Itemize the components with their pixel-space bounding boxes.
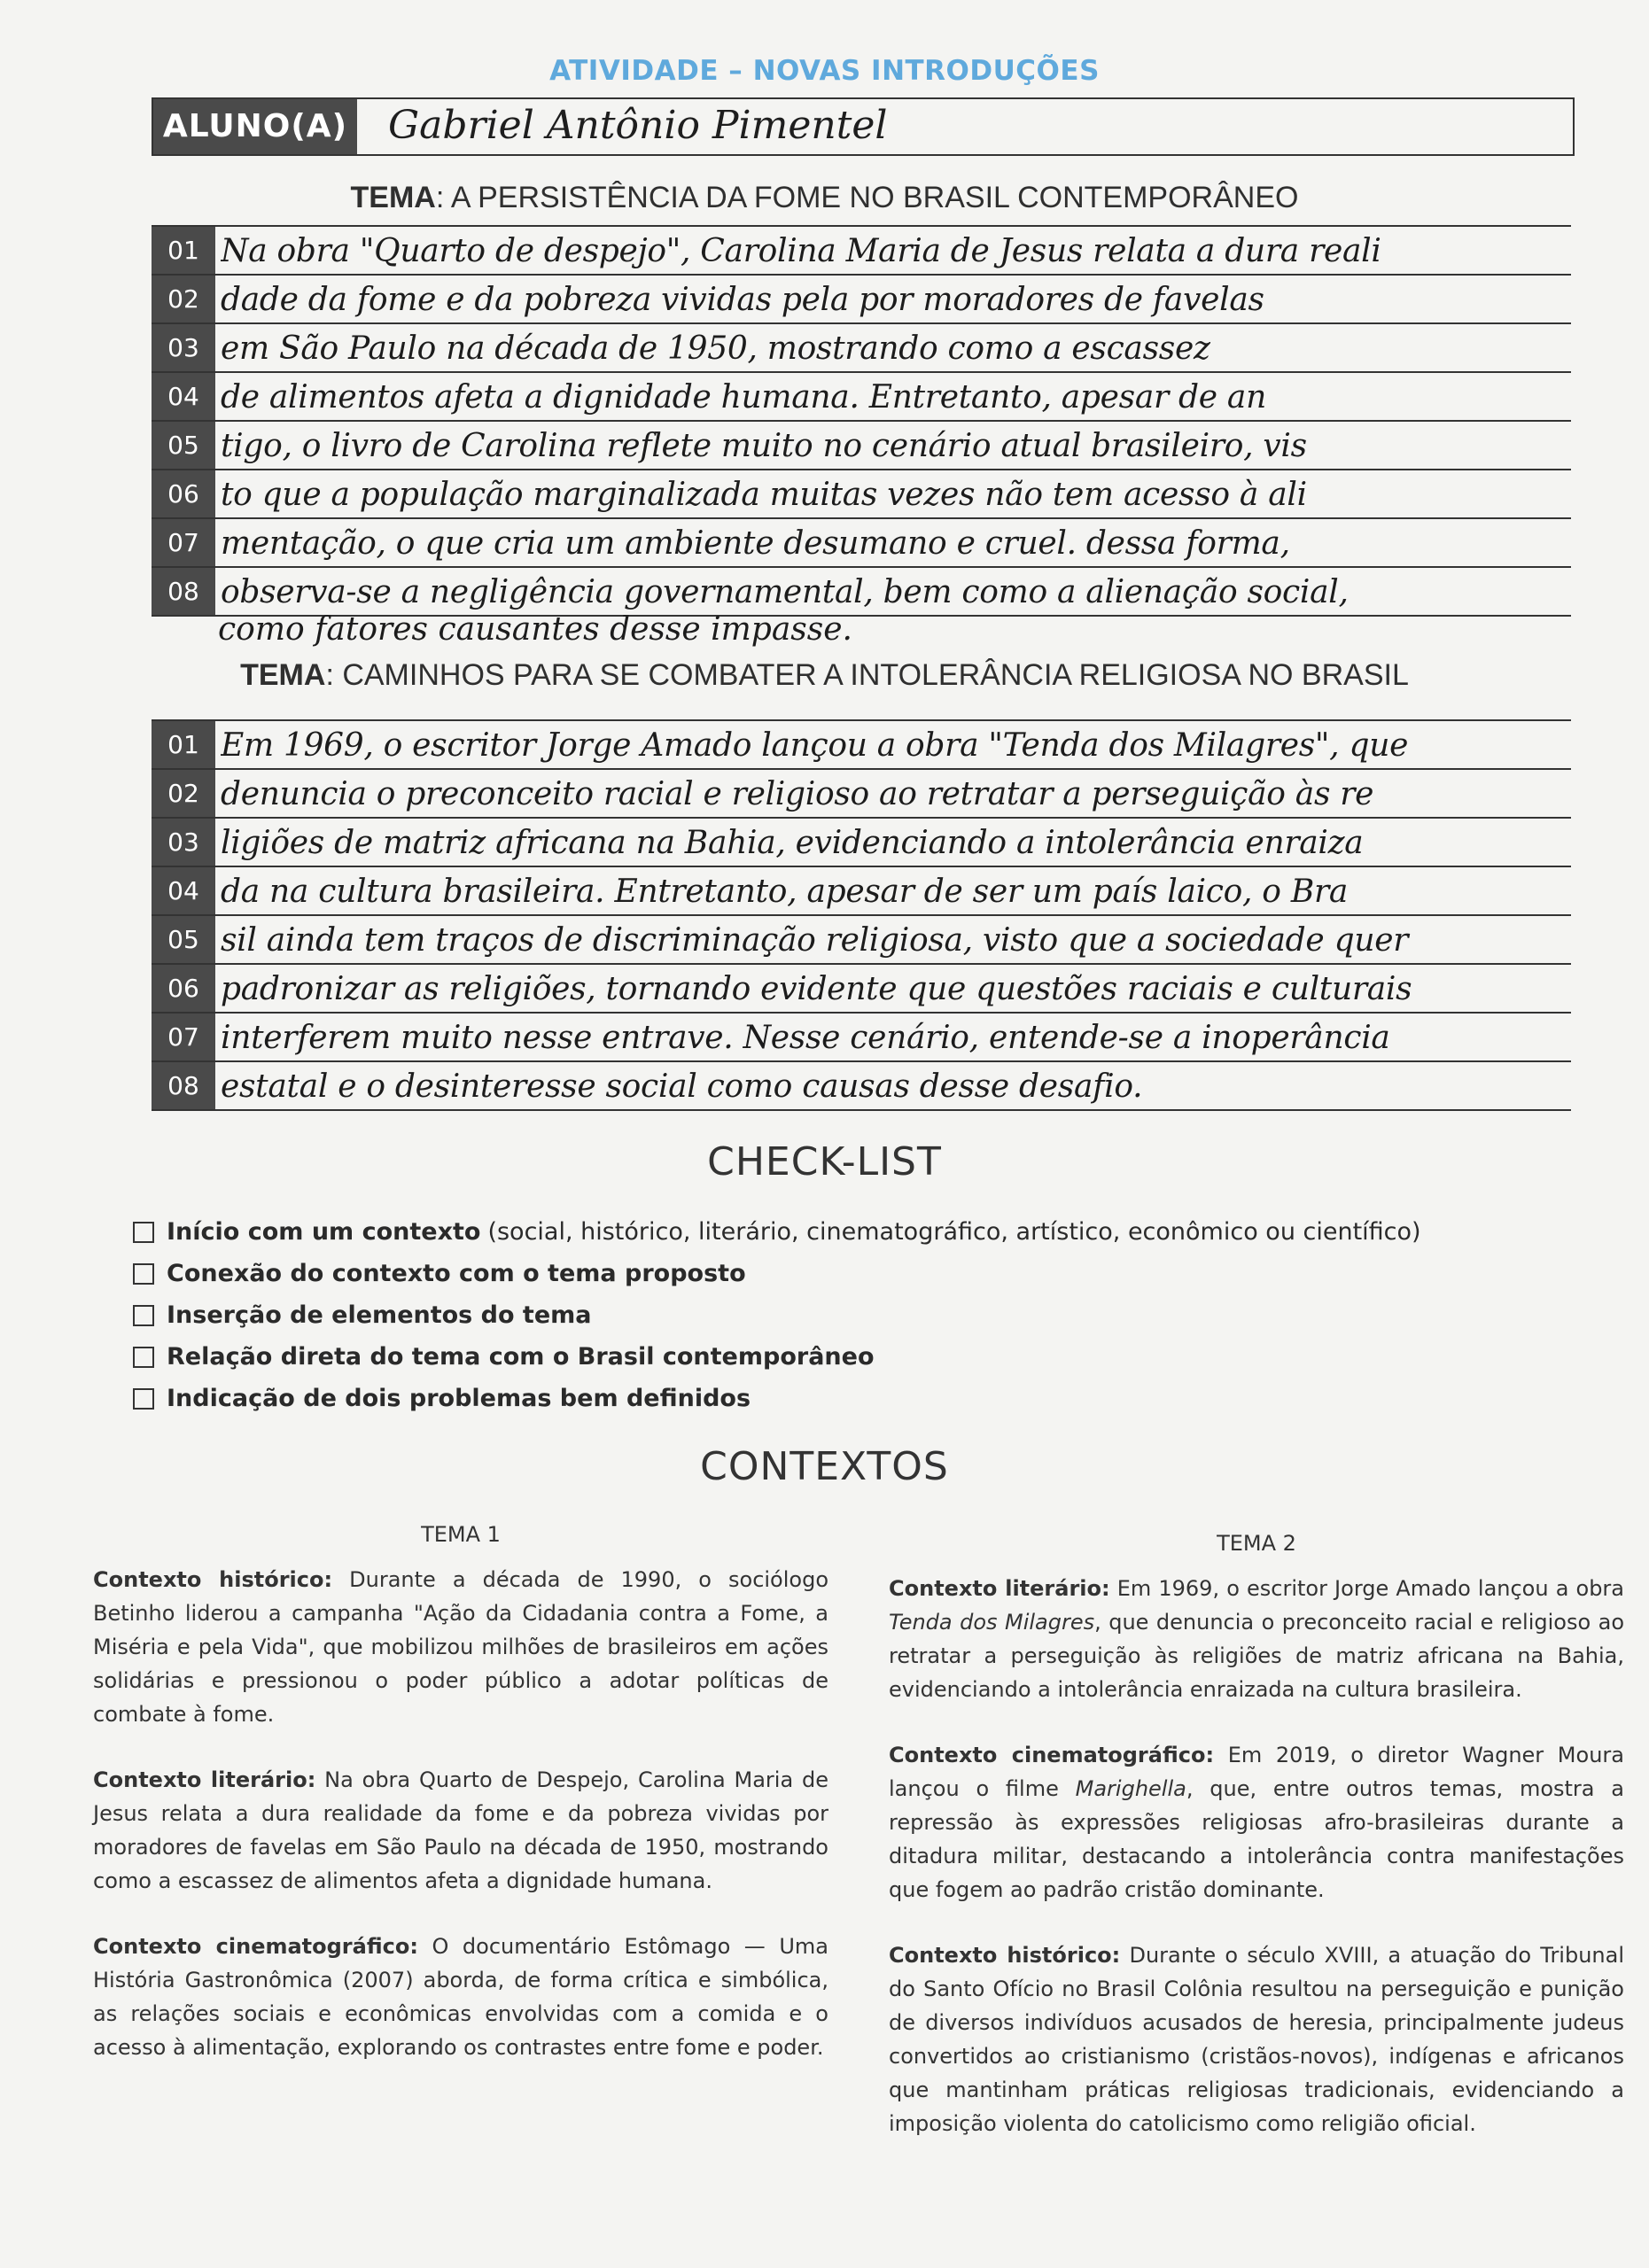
line-handwritten-text: interferem muito nesse entrave. Nesse cenário, entende-se a inoperância — [221, 1020, 1390, 1056]
essay-line — [152, 965, 1571, 1014]
line-handwritten-text: to que a população marginalizada muitas vezes não tem acesso à ali — [221, 477, 1307, 513]
student-name-row — [152, 97, 1575, 156]
essay-line — [152, 1014, 1571, 1062]
checklist-item-detail: (social, histórico, literário, cinematográfico, artístico, econômico ou científico) — [487, 1218, 1421, 1246]
checklist — [133, 1211, 1551, 1419]
checklist-item-label: Relação direta do tema com o Brasil contemporâneo — [167, 1343, 875, 1371]
line-handwritten-text: observa-se a negligência governamental, bem como a alienação social, — [221, 574, 1349, 610]
context-text: Na obra Quarto de Despejo, Carolina Maria de Jesus relata a dura realidade da fome e da pobreza vividas por moradores de favelas em São Paulo na década de 1950, mostrando como a escassez de alimentos afeta a dignidade humana. — [93, 1767, 828, 1893]
line-handwritten-text: padronizar as religiões, tornando evidente que questões raciais e culturais — [221, 971, 1412, 1007]
line-number: 05 — [152, 422, 215, 469]
context-paragraph — [93, 1930, 828, 2064]
checklist-title: CHECK-LIST — [707, 1139, 942, 1184]
line-number: 03 — [152, 819, 215, 866]
line-handwritten-text: estatal e o desinteresse social como causas desse desafio. — [221, 1068, 1143, 1105]
line-number: 05 — [152, 916, 215, 963]
context-label: Contexto histórico: — [889, 1943, 1121, 1968]
line-number: 06 — [152, 470, 215, 517]
context-text: Em 2019, o diretor Wagner Moura lançou o filme — [889, 1743, 1624, 1801]
checkbox[interactable] — [133, 1347, 154, 1368]
checklist-item-label: Inserção de elementos do tema — [167, 1301, 592, 1329]
tema1-lines — [152, 225, 1571, 617]
page-title: ATIVIDADE – NOVAS INTRODUÇÕES — [549, 55, 1100, 87]
tema2-title: : CAMINHOS PARA SE COMBATER A INTOLERÂNCIA RELIGIOSA NO BRASIL — [325, 658, 1409, 692]
line-handwritten-text: da na cultura brasileira. Entretanto, apesar de ser um país laico, o Bra — [221, 874, 1349, 910]
line-number: 02 — [152, 770, 215, 817]
essay-line — [152, 867, 1571, 916]
context-label: Contexto literário: — [93, 1767, 316, 1792]
line-handwritten-text: denuncia o preconceito racial e religioso ao retratar a perseguição às re — [221, 776, 1374, 812]
context-label: Contexto histórico: — [93, 1567, 333, 1592]
contextos-tema1-title: TEMA 1 — [421, 1522, 501, 1547]
tema1-heading — [0, 181, 1649, 215]
checklist-item-label: Início com um contexto — [167, 1218, 481, 1246]
checkbox[interactable] — [133, 1222, 154, 1243]
context-label: Contexto literário: — [889, 1576, 1110, 1601]
line-number: 07 — [152, 519, 215, 566]
context-paragraph — [93, 1563, 828, 1731]
checkbox[interactable] — [133, 1388, 154, 1410]
checklist-item-label: Indicação de dois problemas bem definidos — [167, 1385, 751, 1412]
checklist-item[interactable] — [133, 1336, 1551, 1378]
line-number: 02 — [152, 276, 215, 322]
line-handwritten-text: tigo, o livro de Carolina reflete muito no cenário atual brasileiro, vis — [221, 428, 1307, 464]
contextos-tema1-column — [93, 1522, 828, 2096]
line-number: 01 — [152, 227, 215, 274]
context-text: , que, entre outros temas, mostra a repressão às expressões religiosas afro-brasileiras durante a ditadura militar, destacando a intolerância contra manifestações que fogem ao padrão cristão dominante. — [889, 1776, 1624, 1902]
line-number: 06 — [152, 965, 215, 1012]
essay-line — [152, 916, 1571, 965]
context-label: Contexto cinematográfico: — [93, 1934, 418, 1959]
line-handwritten-text: Em 1969, o escritor Jorge Amado lançou a obra "Tenda dos Milagres", que — [221, 727, 1409, 764]
essay-line — [152, 1062, 1571, 1111]
tema1-title: : A PERSISTÊNCIA DA FOME NO BRASIL CONTEMPORÂNEO — [435, 181, 1299, 214]
context-paragraph — [889, 1938, 1624, 2140]
tema2-label: TEMA — [240, 658, 326, 692]
context-paragraph — [889, 1572, 1624, 1706]
context-text: O documentário Estômago — Uma História Gastronômica (2007) aborda, de forma crítica e simbólica, as relações sociais e econômicas envolvidas com a comida e o acesso à alimentação, explorando os contrastes entre fome e poder. — [93, 1934, 829, 2060]
line-handwritten-text: dade da fome e da pobreza vividas pela por moradores de favelas — [221, 282, 1264, 318]
essay-line — [152, 819, 1571, 867]
essay-line — [152, 519, 1571, 568]
essay-line — [152, 324, 1571, 373]
line-handwritten-text: em São Paulo na década de 1950, mostrando como a escassez — [221, 330, 1210, 367]
line-handwritten-text: sil ainda tem traços de discriminação religiosa, visto que a sociedade quer — [221, 922, 1409, 959]
essay-line — [152, 770, 1571, 819]
checkbox[interactable] — [133, 1305, 154, 1326]
essay-line — [152, 719, 1571, 770]
contextos-title: CONTEXTOS — [700, 1444, 949, 1489]
line-number: 03 — [152, 324, 215, 371]
essay-line — [152, 422, 1571, 470]
context-text: , que denuncia o preconceito racial e religioso ao retratar a perseguição às religiões de matriz africana na Bahia, evidenciando a intolerância enraizada na cultura brasileira. — [889, 1610, 1625, 1702]
tema2-heading — [0, 658, 1649, 693]
line-number: 08 — [152, 568, 215, 615]
essay-line — [152, 225, 1571, 276]
checklist-item[interactable] — [133, 1253, 1551, 1294]
essay-line — [152, 568, 1571, 617]
checklist-item[interactable] — [133, 1378, 1551, 1419]
tema2-lines — [152, 719, 1571, 1111]
line-handwritten-text: ligiões de matriz africana na Bahia, evidenciando a intolerância enraiza — [221, 825, 1364, 861]
tema1-overflow-line: como fatores causantes desse impasse. — [218, 611, 852, 648]
line-handwritten-text: de alimentos afeta a dignidade humana. Entretanto, apesar de an — [221, 379, 1266, 416]
tema1-label: TEMA — [350, 181, 436, 214]
context-label: Contexto cinematográfico: — [889, 1743, 1215, 1767]
line-handwritten-text: mentação, o que cria um ambiente desumano e cruel. dessa forma, — [221, 525, 1290, 562]
line-number: 01 — [152, 721, 215, 768]
essay-line — [152, 470, 1571, 519]
context-work-title: Marighella — [1075, 1776, 1186, 1801]
checkbox[interactable] — [133, 1263, 154, 1285]
line-number: 04 — [152, 867, 215, 914]
line-handwritten-text: Na obra "Quarto de despejo", Carolina Maria de Jesus relata a dura reali — [221, 233, 1381, 269]
line-number: 04 — [152, 373, 215, 420]
contextos-tema2-title: TEMA 2 — [1217, 1531, 1296, 1556]
context-text: Durante a década de 1990, o sociólogo Betinho liderou a campanha "Ação da Cidadania contra a Fome, a Miséria e pela Vida", que mobilizou milhões de brasileiros em ações solidárias e pressionou o poder público a adotar políticas de combate à fome. — [93, 1567, 829, 1727]
contextos-tema2-column — [889, 1531, 1624, 2172]
context-text: Durante o século XVIII, a atuação do Tribunal do Santo Ofício no Brasil Colônia resultou na perseguição e punição de diversos indivíduos acusados de heresia, principalmente judeus convertidos ao cristianismo (cristãos-novos), indígenas e africanos que mantinham práticas religiosas tradicionais, evidenciando a imposição violenta do catolicismo como religião oficial. — [889, 1943, 1625, 2136]
essay-line — [152, 276, 1571, 324]
student-name: Gabriel Antônio Pimentel — [388, 103, 888, 148]
essay-line — [152, 373, 1571, 422]
context-text: Em 1969, o escritor Jorge Amado lançou a obra — [1109, 1576, 1624, 1601]
checklist-item[interactable] — [133, 1211, 1551, 1253]
checklist-item[interactable] — [133, 1294, 1551, 1336]
student-label: ALUNO(A) — [153, 99, 357, 154]
line-number: 07 — [152, 1014, 215, 1060]
context-paragraph — [889, 1738, 1624, 1907]
line-number: 08 — [152, 1062, 215, 1109]
context-paragraph — [93, 1763, 828, 1898]
checklist-item-label: Conexão do contexto com o tema proposto — [167, 1260, 746, 1287]
context-work-title: Tenda dos Milagres — [889, 1610, 1095, 1635]
